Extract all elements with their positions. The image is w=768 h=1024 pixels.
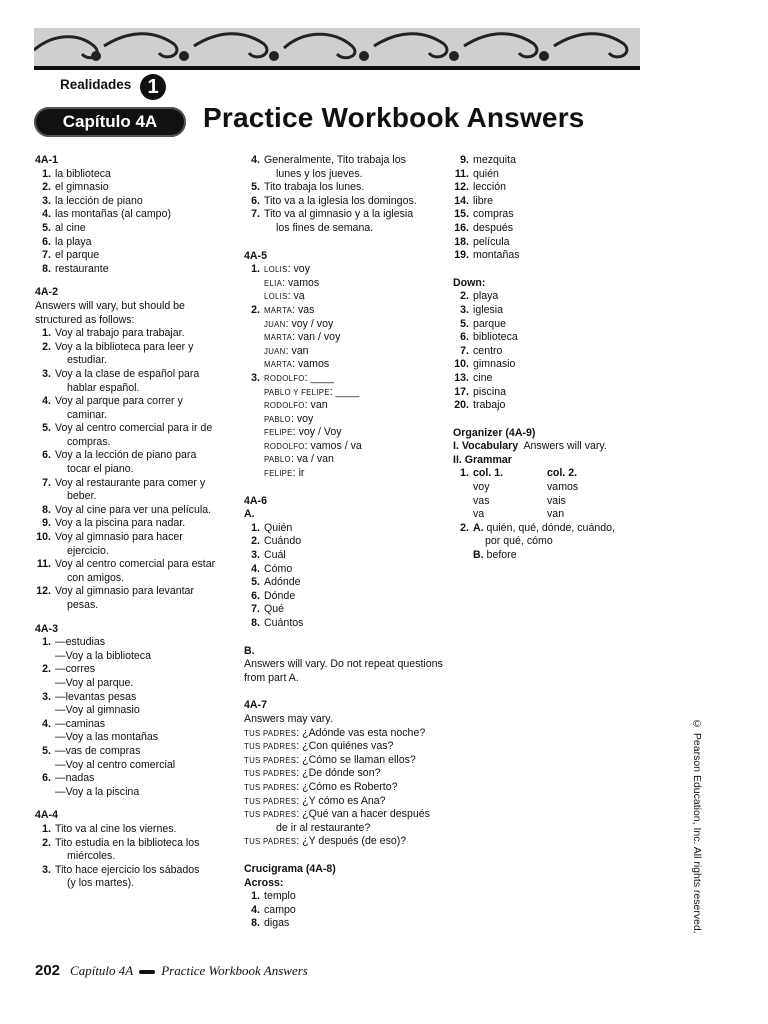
- list-item: 4. las montañas (al campo): [42, 208, 171, 221]
- dialogue-line: TUS PADRES: ¿Cómo es Roberto?: [244, 780, 398, 793]
- list-item: 3. Cuál: [251, 549, 286, 562]
- series-name: Realidades: [60, 77, 132, 92]
- list-item: 7. Qué: [251, 603, 285, 616]
- list-item: 19. montañas: [454, 249, 520, 262]
- list-item: 6. la playa: [42, 235, 92, 248]
- down-label: Down:: [453, 276, 486, 289]
- list-item: 5. Voy al centro comercial para ir de compras.: [42, 422, 213, 448]
- list-item: 2. el gimnasio: [42, 181, 109, 194]
- list-item: 10. gimnasio: [454, 358, 516, 371]
- list-item: 18. película: [454, 235, 510, 248]
- exercise-intro: Answers will vary, but should be structured as follows:: [35, 299, 185, 326]
- dialogue-group: 3. RODOLFO: ____ PABLO Y FELIPE: ____ RODOLFO: van PABLO: voy FELIPE: voy / Voy RODOLFO: vamos / va PABLO: va / van FELIPE: ir: [251, 371, 362, 480]
- dialogue-line: TUS PADRES: ¿De dónde son?: [244, 767, 381, 780]
- list-item: 7. centro: [460, 344, 503, 357]
- list-item: 12. lección: [454, 181, 506, 194]
- vocabulary-line: I. Vocabulary Answers will vary.: [453, 440, 607, 453]
- list-item: 3. —levantas pesas —Voy al gimnasio: [42, 690, 140, 717]
- list-item: 2. playa: [460, 290, 499, 303]
- dialogue-line: TUS PADRES: ¿Y cómo es Ana?: [244, 794, 386, 807]
- list-item: 5. —vas de compras —Voy al centro comercial: [42, 744, 176, 771]
- exercise-4a-4-continued: [244, 154, 444, 236]
- list-item: 4. Voy al parque para correr y caminar.: [42, 395, 183, 421]
- series-number-badge: 1: [140, 74, 166, 100]
- list-item: 1. Tito va al cine los viernes.: [42, 822, 177, 835]
- column-2: [244, 154, 444, 931]
- exercise-4a-6: [244, 495, 444, 686]
- exercise-heading: 4A-2: [35, 286, 58, 299]
- list-item: 8. Cuántos: [251, 617, 304, 629]
- organizer-4a-9: [453, 427, 643, 563]
- list-item: 1. Quién: [251, 521, 293, 534]
- exercise-heading: 4A-5: [244, 249, 267, 262]
- exercise-4a-2: [35, 286, 230, 612]
- list-item: 2. Cuándo: [251, 535, 302, 548]
- list-item: 16. después: [454, 221, 514, 234]
- part-label: B.: [244, 644, 255, 657]
- list-item: 17. piscina: [454, 385, 506, 398]
- scroll-ornament-icon: [34, 28, 640, 66]
- list-item: 3. la lección de piano: [42, 194, 143, 207]
- list-item: 2. Voy a la biblioteca para leer y estudiar.: [42, 340, 194, 367]
- list-item: 10. Voy al gimnasio para hacer ejercicio.: [36, 531, 183, 557]
- dash-icon: [139, 970, 155, 974]
- list-item: 3. Voy a la clase de español para hablar español.: [42, 367, 200, 394]
- list-item: 13. cine: [454, 371, 493, 384]
- list-item: 9. mezquita: [460, 154, 516, 166]
- exercise-heading: 4A-7: [244, 699, 267, 712]
- exercise-4a-1: [35, 154, 230, 276]
- dialogue-line: TUS PADRES: ¿Adónde vas esta noche?: [244, 726, 426, 739]
- list-item: 1. —estudias —Voy a la biblioteca: [42, 636, 151, 662]
- list-item: 1. la biblioteca: [42, 167, 111, 180]
- list-item: 4. campo: [251, 903, 296, 916]
- dialogue-line: TUS PADRES: ¿Qué van a hacer después de ir al restaurante?: [244, 808, 430, 834]
- dialogue-line: TUS PADRES: ¿Con quiénes vas?: [244, 740, 394, 753]
- grammar-item-2: 2. A. quién, qué, dónde, cuándo, por qué, cómo B. before: [460, 521, 615, 562]
- exercise-4a-4: [35, 809, 230, 891]
- column-1: [35, 154, 230, 891]
- list-item: 6. biblioteca: [460, 331, 518, 344]
- list-item: 14. libre: [454, 194, 494, 207]
- list-item: 5. Adónde: [251, 576, 301, 589]
- list-item: 8. restaurante: [42, 262, 109, 275]
- dialogue-line: TUS PADRES: ¿Y después (de eso)?: [244, 835, 407, 848]
- list-item: 8. Voy al cine para ver una película.: [42, 503, 212, 516]
- list-item: 5. Tito trabaja los lunes.: [251, 181, 365, 194]
- list-item: 20. trabajo: [454, 399, 506, 412]
- across-label: Across:: [244, 876, 284, 889]
- list-item: 12. Voy al gimnasio para levantar pesas.: [36, 585, 194, 611]
- list-item: 2. Tito estudia en la biblioteca los miércoles.: [42, 836, 200, 863]
- page-number: 202: [35, 962, 61, 979]
- list-item: 1. Voy al trabajo para trabajar.: [42, 327, 185, 340]
- exercise-4a-7: [244, 699, 444, 849]
- list-item: 6. Voy a la lección de piano para tocar el piano.: [42, 449, 197, 476]
- part-b-text: Answers will vary. Do not repeat questions from part A.: [244, 658, 443, 684]
- list-item: 5. al cine: [42, 221, 86, 234]
- exercise-4a-3: [35, 623, 230, 800]
- column-3: [453, 154, 643, 563]
- list-item: 3. Tito hace ejercicio los sábados (y los martes).: [42, 863, 200, 890]
- list-item: 1. templo: [251, 890, 296, 903]
- list-item: 6. Tito va a la iglesia los domingos.: [251, 194, 417, 207]
- exercise-heading: 4A-4: [35, 809, 58, 822]
- exercise-heading: Organizer (4A-9): [453, 426, 536, 439]
- list-item: 6. Dónde: [251, 589, 296, 602]
- list-item: 4. Cómo: [251, 562, 293, 575]
- copyright-notice: © Pearson Education, Inc. All rights reserved.: [691, 718, 703, 934]
- page-title: Practice Workbook Answers: [203, 102, 585, 133]
- grammar-item-1: 1. col. 1. col. 2. voy vamos vas vais va van: [460, 467, 579, 521]
- exercise-heading: 4A-3: [35, 622, 58, 635]
- footer-chapter: Capítulo 4A: [70, 963, 134, 978]
- dialogue-line: TUS PADRES: ¿Cómo se llaman ellos?: [244, 753, 416, 766]
- grammar-label: II. Grammar: [453, 453, 512, 466]
- list-item: 2. —corres —Voy al parque.: [42, 663, 134, 689]
- crucigrama-across-continued: [453, 154, 643, 263]
- list-item: 11. quién: [454, 167, 499, 180]
- list-item: 15. compras: [454, 208, 514, 221]
- list-item: 6. —nadas —Voy a la piscina: [42, 772, 140, 798]
- exercise-intro: Answers may vary.: [244, 712, 333, 725]
- exercise-heading: 4A-6: [244, 494, 267, 507]
- exercise-heading: Crucigrama (4A-8): [244, 862, 336, 875]
- exercise-4a-5: [244, 250, 444, 481]
- dialogue-group: 1. LOLIS: voy ELIA: vamos LOLIS: va: [251, 263, 320, 303]
- footer-section: Practice Workbook Answers: [161, 963, 308, 978]
- dialogue-group: 2. MARTA: vas JUAN: voy / voy MARTA: van / voy JUAN: van MARTA: vamos: [251, 303, 341, 371]
- crucigrama-down: [453, 277, 643, 413]
- exercise-heading: 4A-1: [35, 154, 58, 166]
- list-item: 8. digas: [251, 917, 290, 930]
- list-item: 4. Generalmente, Tito trabaja los lunes y los jueves.: [251, 154, 406, 180]
- crucigrama-4a-8: [244, 863, 444, 931]
- decorative-banner: [34, 28, 640, 70]
- list-item: 5. parque: [460, 317, 506, 330]
- list-item: 7. Tito va al gimnasio y a la iglesia los fines de semana.: [251, 208, 414, 234]
- chapter-label: Capítulo 4A: [34, 107, 186, 137]
- list-item: 11. Voy al centro comercial para estar con amigos.: [36, 558, 216, 584]
- list-item: 9. Voy a la piscina para nadar.: [42, 517, 186, 530]
- part-label: A.: [244, 508, 255, 521]
- list-item: 3. iglesia: [460, 303, 504, 316]
- list-item: 7. Voy al restaurante para comer y beber.: [42, 476, 206, 503]
- page-footer: [35, 962, 308, 979]
- list-item: 4. —caminas —Voy a las montañas: [42, 717, 159, 744]
- list-item: 7. el parque: [42, 249, 100, 262]
